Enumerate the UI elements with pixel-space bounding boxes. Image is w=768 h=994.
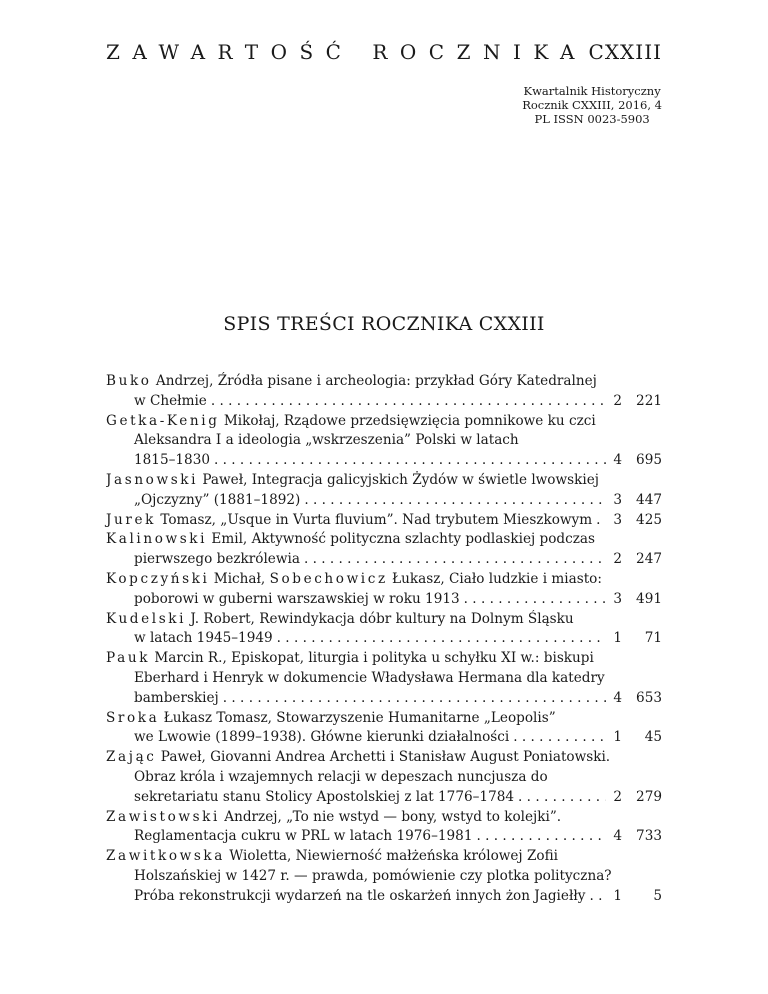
- toc-entry-issue: 4: [613, 452, 622, 469]
- toc-entry-last-line: [106, 689, 662, 709]
- toc-entry-page: 5: [653, 887, 662, 904]
- toc-entry-title: Paweł, Giovanni Andrea Archetti i Stanisław August Poniatowski.: [156, 749, 611, 766]
- toc-entry-page: 425: [636, 511, 662, 528]
- toc-entry: [106, 649, 662, 708]
- toc-entry-text: [134, 392, 207, 412]
- journal-issn: PL ISSN 0023-5903: [534, 112, 650, 126]
- dot-leader: [589, 887, 606, 907]
- toc-entry-continuation: Holszańskiej w 1427 r. — prawda, pomówienie czy plotka polityczna?: [134, 867, 612, 884]
- toc-entry-issue: 4: [613, 828, 622, 845]
- toc-entry-first-line: [106, 748, 662, 768]
- toc-entry-title: Tomasz, „Usque in Vurta fluvium”. Nad trybutem Mieszkowym: [156, 511, 593, 528]
- toc-entry-issue: 3: [613, 491, 622, 508]
- toc-entry-title: Andrzej, Źródła pisane i archeologia: przykład Góry Katedralnej: [151, 373, 597, 389]
- toc-entry-first-line: [106, 610, 662, 630]
- toc-entry-title-end: poborowi w guberni warszawskiej w roku 1913: [134, 590, 460, 607]
- toc-entry-page: 733: [636, 828, 662, 845]
- toc-entry-issue: 1: [613, 729, 622, 746]
- toc-entry-last-line: [106, 590, 662, 610]
- toc-entry-title: Łukasz, Ciało ludzkie i miasto:: [387, 570, 602, 587]
- toc-entry-title-end: Próba rekonstrukcji wydarzeń na tle oskarżeń innych żon Jagiełły: [134, 887, 586, 904]
- toc-entry: [106, 808, 662, 848]
- toc-entry-author: Kopczyński: [106, 570, 210, 587]
- toc-entry-title: Andrzej, „To nie wstyd — bony, wstyd to kolejki”.: [219, 808, 562, 825]
- toc-entry-author: Kudelski: [106, 610, 187, 627]
- toc-entry-title: Marcin R., Episkopat, liturgia i polityka u schyłku XI w.: biskupi: [150, 650, 594, 667]
- toc-entry-last-line: [106, 887, 662, 907]
- toc-entry-text: [134, 689, 219, 709]
- toc-entry-text: [134, 451, 210, 471]
- toc-entry-title-end: sekretariatu stanu Stolicy Apostolskiej z lat 1776–1784: [134, 788, 515, 805]
- toc-entry-issue: 3: [613, 511, 622, 528]
- dot-leader: [211, 392, 606, 412]
- toc-entry-page: 71: [644, 630, 662, 647]
- dot-leader: [223, 689, 606, 709]
- toc-entry-text: [134, 788, 514, 808]
- toc-entry: [106, 412, 662, 471]
- toc-entry-last-line: [106, 827, 662, 847]
- toc-entry-issue: 3: [613, 590, 622, 607]
- toc-entry-text: [134, 491, 300, 511]
- toc-entry-last-line: [106, 392, 662, 412]
- toc-entry-issue: 2: [613, 392, 622, 409]
- toc-entry-first-line: [106, 808, 662, 828]
- toc-entry-page: 221: [636, 392, 662, 409]
- dot-leader: [304, 550, 606, 570]
- toc-entry-last-line: [106, 629, 662, 649]
- toc-entry-title-end: Reglamentacja cukru w PRL w latach 1976–1981: [134, 828, 473, 845]
- toc-entry-title: Łukasz Tomasz, Stowarzyszenie Humanitarne „Leopolis”: [159, 709, 556, 726]
- toc-entry-first-line: [106, 471, 662, 491]
- toc-entry: [106, 372, 662, 412]
- toc-entry-last-line: [106, 550, 662, 570]
- toc-entry-last-line: [106, 511, 662, 531]
- toc-entry: [106, 610, 662, 650]
- toc-entry-title-end: bamberskiej: [134, 689, 219, 706]
- toc-entry-title-end: 1815–1830: [134, 452, 210, 469]
- journal-info: [522, 84, 662, 126]
- toc-entry-author: Sroka: [106, 709, 160, 726]
- dot-leader: [596, 511, 606, 531]
- toc-entry-last-line: [106, 788, 662, 808]
- toc-entry-page: 447: [636, 491, 662, 508]
- toc-entry-page: 491: [636, 590, 662, 607]
- dot-leader: [518, 788, 606, 808]
- dot-leader: [214, 451, 606, 471]
- header-title-right: CXXIII: [588, 40, 662, 64]
- toc-entry-text: [134, 550, 300, 570]
- toc-entry-first-line: [106, 530, 662, 550]
- toc-entry-author: Jasnowski: [106, 471, 199, 488]
- toc-entry-issue: 2: [613, 788, 622, 805]
- toc-entry: [106, 847, 662, 906]
- toc-entry-author: Kalinowski: [106, 531, 208, 548]
- dot-leader: [476, 827, 606, 847]
- toc-entry-author: Zawistowski: [106, 808, 220, 825]
- toc-entry-text: [134, 629, 273, 649]
- toc-entry: [106, 471, 662, 511]
- toc-entry-continuation: Eberhard i Henryk w dokumencie Władysława Hermana dla katedry: [134, 669, 605, 686]
- toc-entry-last-line: [106, 728, 662, 748]
- toc-entry-page: 695: [636, 452, 662, 469]
- toc-entry-title: Paweł, Integracja galicyjskich Żydów w świetle lwowskiej: [198, 471, 599, 488]
- toc-entry-title: Wioletta, Niewierność małżeńska królowej Zofii: [224, 848, 559, 865]
- section-title: SPIS TREŚCI ROCZNIKA CXXIII: [223, 313, 545, 335]
- toc-entry-title: Emil, Aktywność polityczna szlachty podlaskiej podczas: [207, 531, 595, 548]
- toc-entry-title-end: w latach 1945–1949: [134, 630, 273, 647]
- dot-leader: [513, 728, 606, 748]
- toc-entry-issue: 1: [613, 887, 622, 904]
- toc-entry: [106, 709, 662, 749]
- toc-entry-author: Zając: [106, 749, 157, 766]
- toc-entry-author: Getka-Kenig: [106, 412, 220, 429]
- toc-entry-page: 45: [644, 729, 662, 746]
- toc-entry-continuation: Obraz króla i wzajemnych relacji w depeszach nuncjusza do: [134, 768, 548, 785]
- toc-entry-page: 653: [636, 689, 662, 706]
- toc-entry-title: Mikołaj, Rządowe przedsięwzięcia pomnikowe ku czci: [219, 412, 596, 429]
- toc-entry-first-line: [106, 649, 662, 669]
- toc-entry-author: Pauk: [106, 650, 151, 667]
- journal-volume: Rocznik CXXIII, 2016, 4: [522, 98, 662, 112]
- toc-entry-text: [134, 590, 460, 610]
- toc-entry-title-end: „Ojczyzny” (1881–1892): [134, 491, 301, 508]
- toc-entry-issue: 1: [613, 630, 622, 647]
- toc-entry: [106, 530, 662, 570]
- toc-entry-author: Zawitkowska: [106, 848, 225, 865]
- toc-entry-continuation: Aleksandra I a ideologia „wskrzeszenia” Polski w latach: [134, 432, 519, 449]
- toc-entry-text: [106, 511, 592, 531]
- toc-entry-last-line: [106, 451, 662, 471]
- toc-entry-text: [134, 728, 509, 748]
- toc-entry-first-line: [106, 570, 662, 590]
- toc-entry-page: 279: [636, 788, 662, 805]
- toc-entry-author: Buko: [106, 373, 152, 389]
- toc-entry-first-line: [106, 412, 662, 432]
- toc-entry-first-line: [106, 372, 662, 392]
- toc-entry-title-end: w Chełmie: [134, 392, 207, 409]
- toc-entry-text: [134, 827, 472, 847]
- toc-entry-text: [134, 887, 585, 907]
- header-title-left: ZAWARTOŚĆ ROCZNIKA: [106, 40, 587, 64]
- toc-entry: [106, 511, 662, 531]
- toc-entry-issue: 4: [613, 689, 622, 706]
- dot-leader: [304, 491, 606, 511]
- dot-leader: [464, 590, 606, 610]
- toc-entry-page: 247: [636, 551, 662, 568]
- table-of-contents: [106, 372, 662, 907]
- toc-entry-issue: 2: [613, 551, 622, 568]
- toc-entry-author: Jurek: [106, 511, 156, 528]
- toc-entry: [106, 570, 662, 610]
- toc-entry-first-line: [106, 709, 662, 729]
- journal-name: Kwartalnik Historyczny: [523, 84, 661, 98]
- toc-entry-first-line: [106, 847, 662, 867]
- dot-leader: [277, 629, 606, 649]
- toc-entry-last-line: [106, 491, 662, 511]
- toc-entry-title: J. Robert, Rewindykacja dóbr kultury na Dolnym Śląsku: [186, 610, 574, 627]
- toc-entry-title: Michał,: [209, 570, 270, 587]
- toc-entry-title-end: we Lwowie (1899–1938). Główne kierunki działalności: [134, 729, 510, 746]
- header-title: [106, 40, 662, 64]
- toc-entry-coauthor: Sobechowicz: [269, 570, 388, 587]
- toc-entry: [106, 748, 662, 807]
- toc-entry-title-end: pierwszego bezkrólewia: [134, 551, 300, 568]
